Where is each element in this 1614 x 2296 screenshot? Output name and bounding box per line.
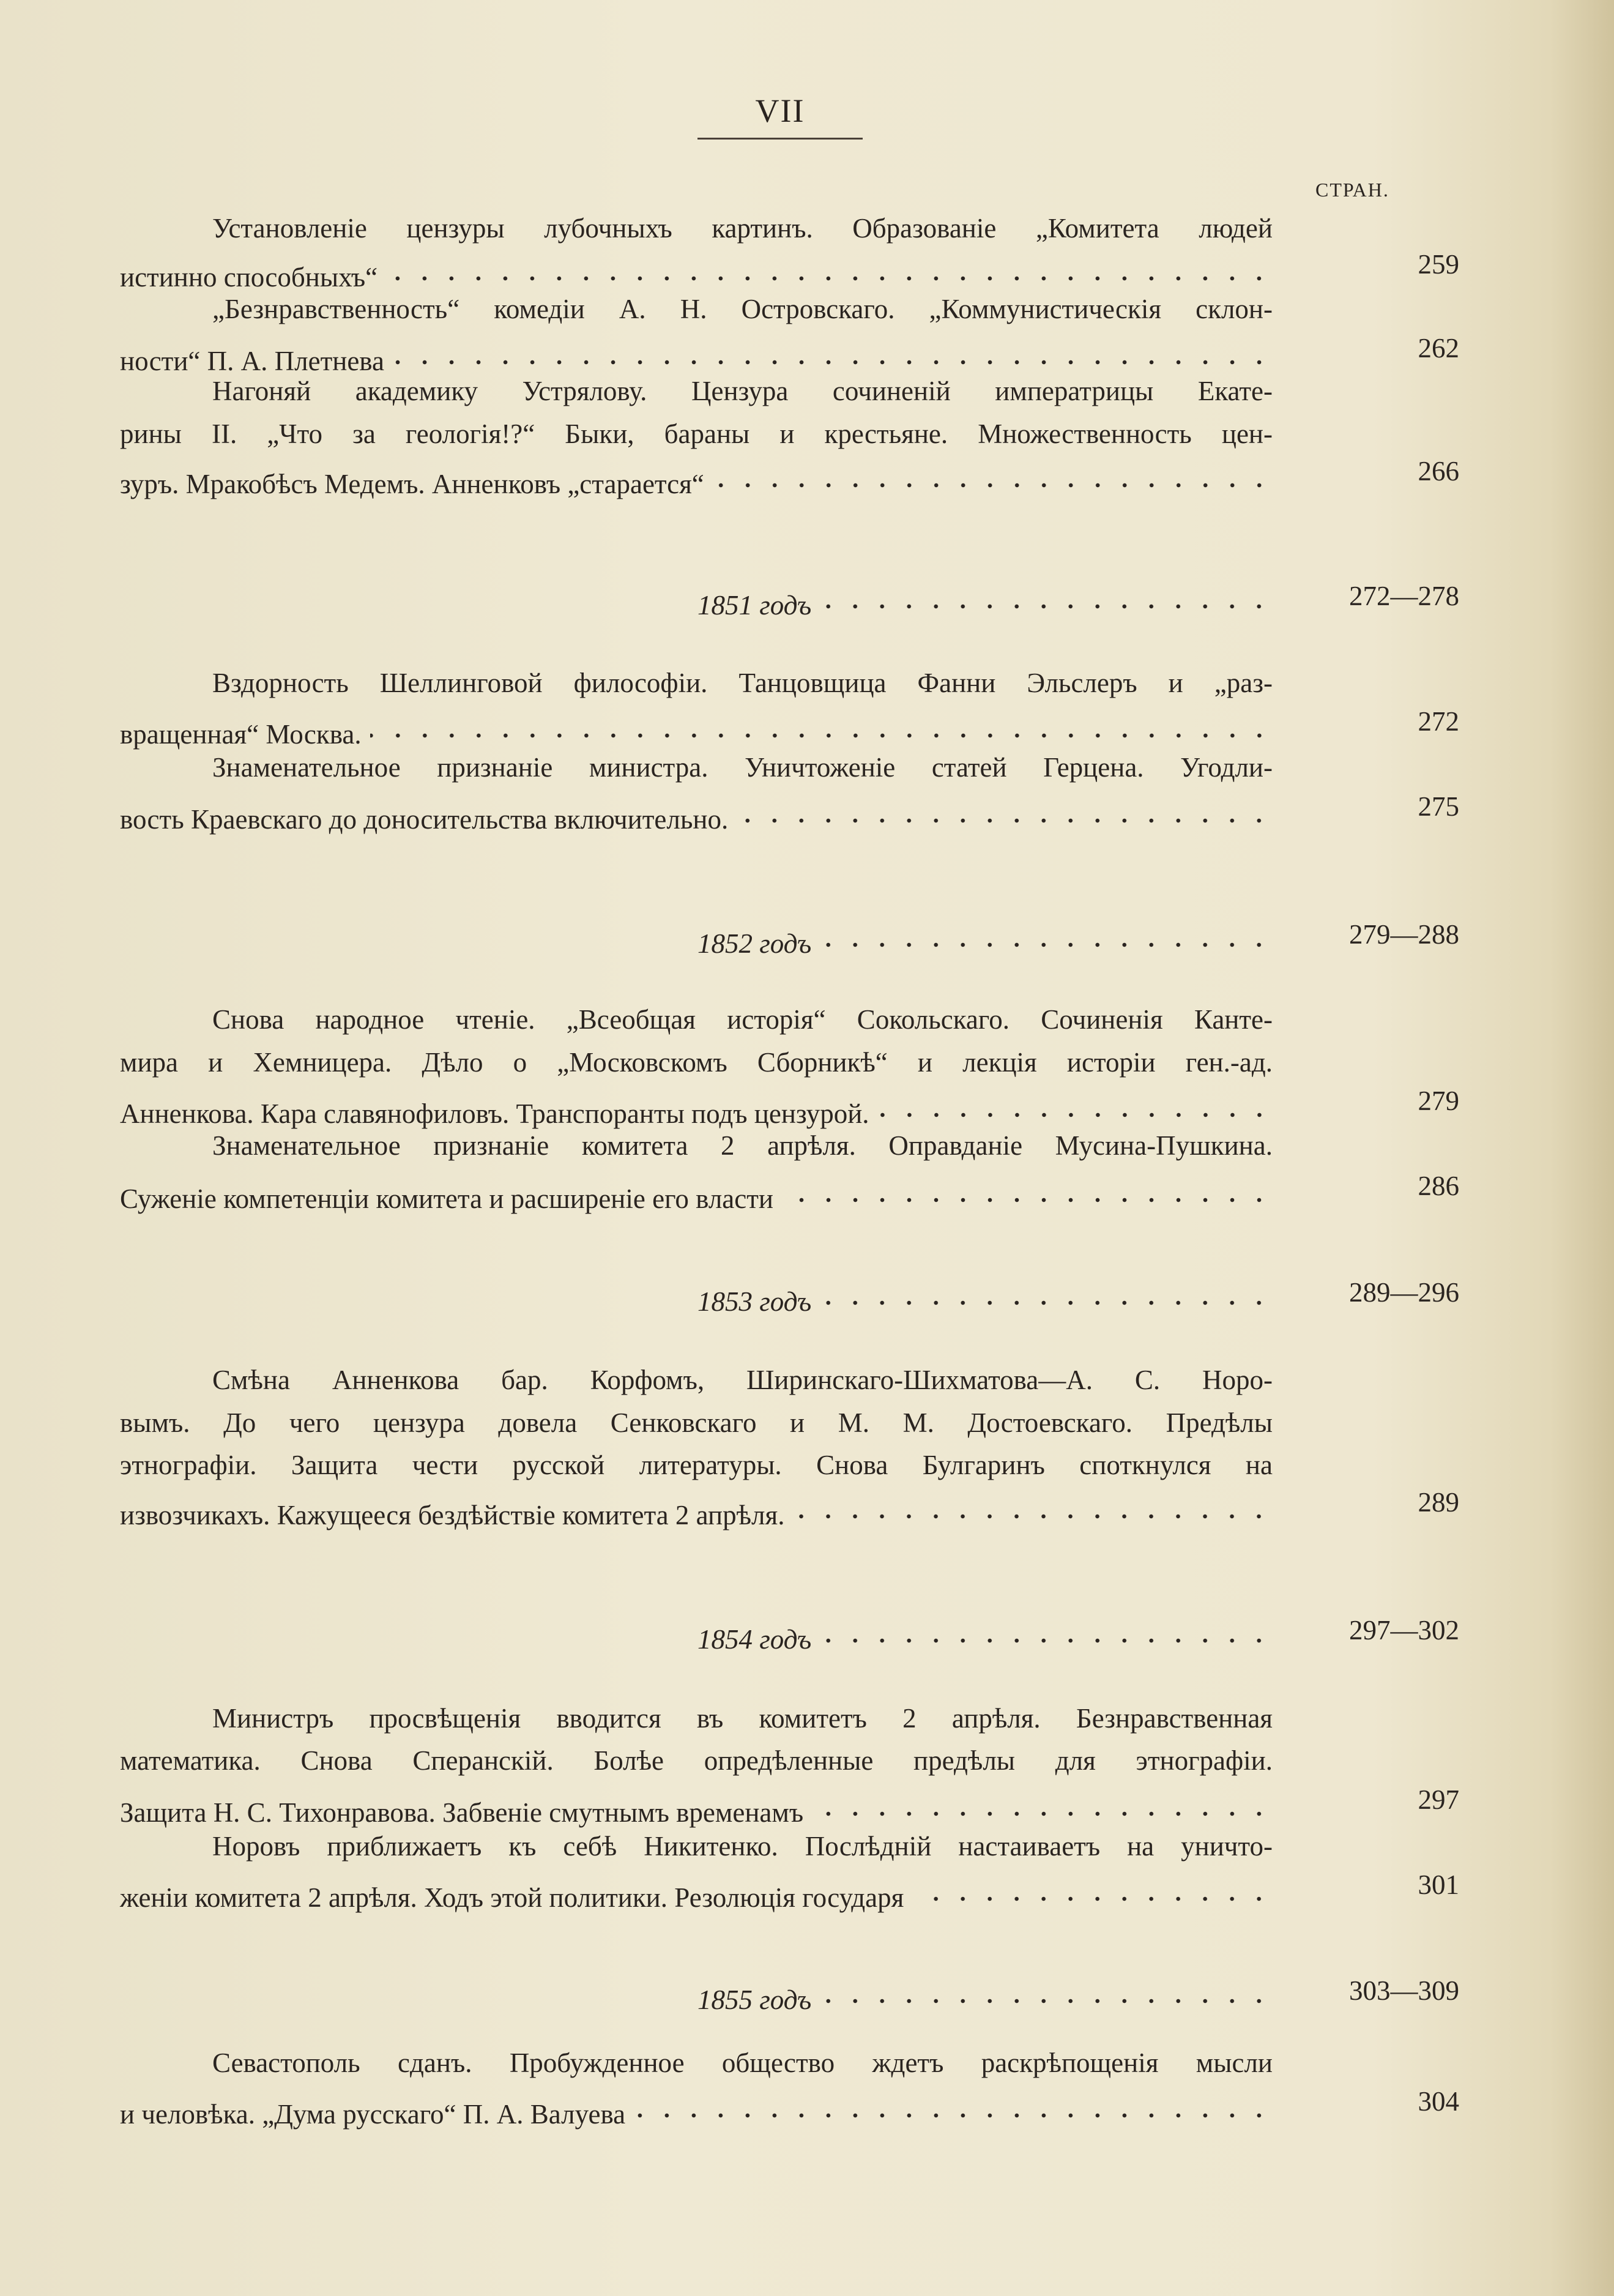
year-label: 1855 годъ <box>697 1985 812 2015</box>
entry-line: Знаменательное признаніе министра. Уничтоженіе статей Герцена. Угодли- <box>212 752 1273 783</box>
page-reference: 289 <box>1418 1487 1459 1518</box>
entry-last-line <box>120 1870 1273 1913</box>
year-heading <box>697 1972 1273 2015</box>
dot-leader <box>634 2087 1273 2123</box>
entry-line: этнографіи. Защита чести русской литературы. Снова Булгаринъ споткнулся на <box>120 1450 1273 1480</box>
page-reference: 286 <box>1418 1171 1459 1201</box>
header-rule <box>697 138 863 140</box>
entry-last-line <box>120 250 1273 293</box>
entry-line: Анненкова. Кара славянофиловъ. Транспоранты подъ цензурой. <box>120 1098 869 1129</box>
entry-line: Смѣна Анненкова бар. Корфомъ, Ширинскаго-Шихматова—А. С. Норо- <box>212 1365 1273 1395</box>
entry-line: „Безнравственность“ комедіи А. Н. Островскаго. „Коммунистическія склон- <box>212 294 1273 324</box>
entry-last-line <box>120 334 1273 376</box>
entry-line: мира и Хемницера. Дѣло о „Московскомъ Сборникѣ“ и лекція исторіи ген.-ад. <box>120 1047 1273 1078</box>
year-label: 1851 годъ <box>697 590 812 621</box>
entry-line: Севастополь сданъ. Пробужденное общество ждетъ раскрѣпощенія мысли <box>212 2048 1273 2078</box>
page-reference: 275 <box>1418 791 1459 822</box>
dot-leader <box>737 792 1273 829</box>
dot-leader <box>878 1086 1273 1123</box>
page-reference: 301 <box>1418 1869 1459 1900</box>
entry-line: Вздорность Шеллинговой философіи. Танцовщица Фанни Эльслеръ и „раз- <box>212 668 1273 698</box>
year-heading <box>697 916 1273 959</box>
year-label: 1853 годъ <box>697 1286 812 1317</box>
dot-leader <box>812 1785 1273 1822</box>
page-reference: 279 <box>1418 1086 1459 1116</box>
page-reference: 297 <box>1418 1784 1459 1815</box>
page-reference: 289—296 <box>1349 1277 1459 1308</box>
entry-last-line <box>120 1086 1273 1129</box>
year-heading <box>697 578 1273 621</box>
entry-line: Знаменательное признаніе комитета 2 апрѣля. Оправданіе Мусина-Пушкина. <box>212 1130 1273 1161</box>
entry-line: и человѣка. „Дума русскаго“ П. А. Валуева <box>120 2099 626 2130</box>
entry-line: истинно способныхъ“ <box>120 262 378 293</box>
dot-leader <box>820 1972 1273 2009</box>
entry-last-line <box>120 457 1273 499</box>
entry-last-line <box>120 707 1273 750</box>
entry-line: математика. Снова Сперанскій. Болѣе опредѣленные предѣлы для этнографіи. <box>120 1745 1273 1776</box>
entry-line: ности“ П. А. Плетнева <box>120 346 384 376</box>
dot-leader <box>820 1612 1273 1649</box>
page-reference: 303—309 <box>1349 1975 1459 2006</box>
dot-leader <box>393 334 1273 370</box>
page-reference: 297—302 <box>1349 1615 1459 1646</box>
page-reference: 279—288 <box>1349 919 1459 950</box>
entry-line: Защита Н. С. Тихонравова. Забвеніе смутнымъ временамъ <box>120 1797 804 1828</box>
dot-leader <box>793 1488 1273 1524</box>
page-reference: 304 <box>1418 2086 1459 2117</box>
entry-line: вращенная“ Москва. <box>120 719 362 750</box>
entry-line: Норовъ приближаетъ къ себѣ Никитенко. Послѣдній настаиваетъ на уничто- <box>212 1831 1273 1862</box>
entry-last-line <box>120 1785 1273 1828</box>
entry-line: рины II. „Что за геологія!?“ Быки, бараны и крестьяне. Множественность цен- <box>120 419 1273 449</box>
entry-last-line <box>120 1171 1273 1214</box>
dot-leader <box>782 1171 1273 1208</box>
entry-last-line <box>120 792 1273 835</box>
year-label: 1854 годъ <box>697 1624 812 1655</box>
entry-last-line <box>120 1488 1273 1530</box>
entry-line: извозчикахъ. Кажущееся бездѣйствіе комитета 2 апрѣля. <box>120 1500 785 1530</box>
page-column-header: СТРАН. <box>1315 179 1389 201</box>
entry-line: Нагоняй академику Устрялову. Цензура сочиненій императрицы Екате- <box>212 376 1273 406</box>
page-reference: 266 <box>1418 456 1459 486</box>
entry-line: Снова народное чтеніе. „Всеобщая исторія“ Сокольскаго. Сочиненія Канте- <box>212 1004 1273 1035</box>
entry-last-line <box>120 2087 1273 2130</box>
year-heading <box>697 1612 1273 1655</box>
page-reference: 262 <box>1418 333 1459 363</box>
entry-line: Установленіе цензуры лубочныхъ картинъ. Образованіе „Комитета людей <box>212 213 1273 244</box>
page-reference: 259 <box>1418 249 1459 280</box>
entry-line: женіи комитета 2 апрѣля. Ходъ этой политики. Резолюція государя <box>120 1882 904 1913</box>
page-reference: 272—278 <box>1349 581 1459 611</box>
year-label: 1852 годъ <box>697 928 812 959</box>
page-number: VII <box>755 92 805 129</box>
dot-leader <box>386 250 1273 286</box>
dot-leader <box>820 1274 1273 1311</box>
entry-line: Министръ просвѣщенія вводится въ комитетъ 2 апрѣля. Безнравственная <box>212 1703 1273 1734</box>
dot-leader <box>912 1870 1273 1907</box>
dot-leader <box>820 916 1273 953</box>
year-heading <box>697 1274 1273 1317</box>
dot-leader <box>370 707 1273 744</box>
entry-line: Суженіе компетенціи комитета и расширеніе его власти <box>120 1183 773 1214</box>
entry-line: вость Краевскаго до доносительства включительно. <box>120 804 729 835</box>
page-reference: 272 <box>1418 706 1459 737</box>
dot-leader <box>820 578 1273 614</box>
dot-leader <box>713 457 1273 493</box>
entry-line: вымъ. До чего цензура довела Сенковскаго и М. М. Достоевскаго. Предѣлы <box>120 1407 1273 1438</box>
entry-line: зуръ. Мракобѣсъ Медемъ. Анненковъ „старается“ <box>120 469 704 499</box>
